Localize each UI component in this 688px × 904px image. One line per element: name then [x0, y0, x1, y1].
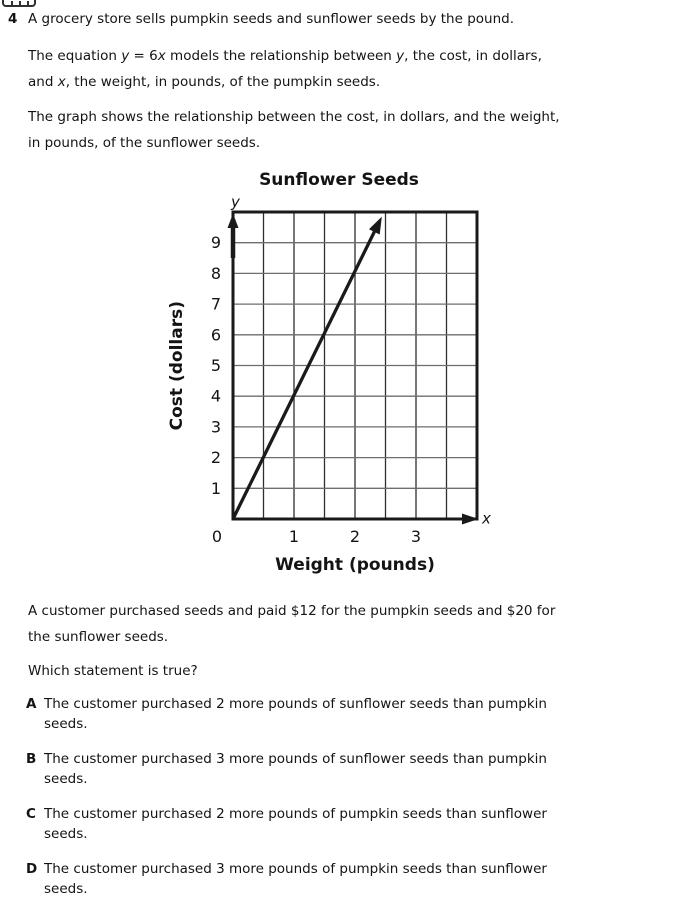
- chart-shape: [233, 229, 376, 519]
- text-segment: and: [28, 74, 58, 90]
- sunflower-seeds-graph: [167, 170, 511, 576]
- equation-line-1: [28, 43, 688, 69]
- text-segment: , the weight, in pounds, of the pumpkin seeds.: [65, 74, 381, 90]
- text-segment: = 6: [129, 48, 158, 64]
- choice-text: [44, 804, 547, 844]
- chart-text: 2: [210, 448, 221, 468]
- choice-letter: C: [26, 806, 36, 822]
- calculator-key-icon: [27, 1, 29, 6]
- chart-text: 3: [210, 417, 221, 437]
- choice-line: The customer purchased 3 more pounds of pumpkin seeds than sunflower: [44, 861, 547, 877]
- y-axis-label: Cost (dollars): [167, 300, 187, 431]
- choice-line: seeds.: [44, 881, 88, 897]
- chart-text: 1: [288, 527, 300, 546]
- choice-line: seeds.: [44, 826, 88, 842]
- chart-text: 3: [410, 527, 422, 546]
- answer-choice-c: [26, 804, 688, 844]
- chart-title: Sunflower Seeds: [259, 170, 419, 190]
- chart-shape: [369, 217, 382, 235]
- question-number: 4: [8, 11, 18, 27]
- chart-text: 7: [210, 294, 221, 314]
- customer-paragraph: [28, 598, 688, 650]
- chart-text: 4: [210, 386, 221, 406]
- chart-text: 8: [210, 263, 221, 283]
- graph-paragraph-line-2: in pounds, of the sunflower seeds.: [28, 135, 261, 151]
- prompt-text: Which statement is true?: [28, 663, 198, 679]
- variable-x: x: [157, 48, 166, 64]
- graph-paragraph-line-1: The graph shows the relationship between the cost, in dollars, and the weight,: [28, 109, 560, 125]
- variable-x: x: [57, 74, 66, 90]
- x-axis-label: Weight (pounds): [275, 555, 435, 575]
- answer-choices: [28, 694, 688, 899]
- choice-line: seeds.: [44, 716, 88, 732]
- chart-body: [167, 192, 511, 549]
- variable-y: y: [396, 48, 405, 64]
- chart-text: 2: [349, 527, 361, 546]
- choice-line: The customer purchased 2 more pounds of sunflower seeds than pumpkin: [44, 696, 547, 712]
- graph-paragraph: [28, 104, 688, 156]
- text-segment: The equation: [28, 48, 122, 64]
- chart-text: 9: [210, 233, 221, 253]
- equation-line-2: [28, 69, 688, 95]
- text-segment: , the cost, in dollars,: [404, 48, 542, 64]
- intro-paragraph: [28, 6, 688, 32]
- chart-text: 5: [210, 356, 221, 375]
- calculator-key-icon: [19, 1, 21, 6]
- answer-choice-d: [26, 859, 688, 899]
- chart-text: x: [482, 509, 491, 528]
- answer-choice-a: [26, 694, 688, 734]
- choice-line: The customer purchased 2 more pounds of pumpkin seeds than sunflower: [44, 806, 547, 822]
- choice-text: [44, 749, 547, 789]
- question-prompt: [28, 658, 688, 684]
- chart-canvas: [191, 192, 511, 549]
- choice-letter: A: [26, 696, 37, 712]
- chart-text: y: [231, 193, 240, 211]
- question-content: [28, 0, 688, 899]
- choice-text: [44, 694, 547, 734]
- chart-text: 1: [210, 478, 221, 498]
- text-segment: models the relationship between: [165, 48, 397, 64]
- customer-paragraph-line-2: the sunflower seeds.: [28, 629, 169, 645]
- answer-choice-b: [26, 749, 688, 789]
- choice-letter: D: [26, 861, 38, 877]
- choice-text: [44, 859, 547, 899]
- intro-text: A grocery store sells pumpkin seeds and sunflower seeds by the pound.: [28, 11, 514, 27]
- chart-text: 0: [211, 527, 223, 546]
- choice-line: seeds.: [44, 771, 88, 787]
- customer-paragraph-line-1: A customer purchased seeds and paid $12 for the pumpkin seeds and $20 for: [28, 603, 556, 619]
- choice-line: The customer purchased 3 more pounds of sunflower seeds than pumpkin: [44, 751, 547, 767]
- equation-paragraph: [28, 43, 688, 95]
- chart-shape: [228, 214, 239, 229]
- choice-letter: B: [26, 751, 37, 767]
- variable-y: y: [121, 48, 130, 64]
- chart-text: 6: [210, 325, 221, 345]
